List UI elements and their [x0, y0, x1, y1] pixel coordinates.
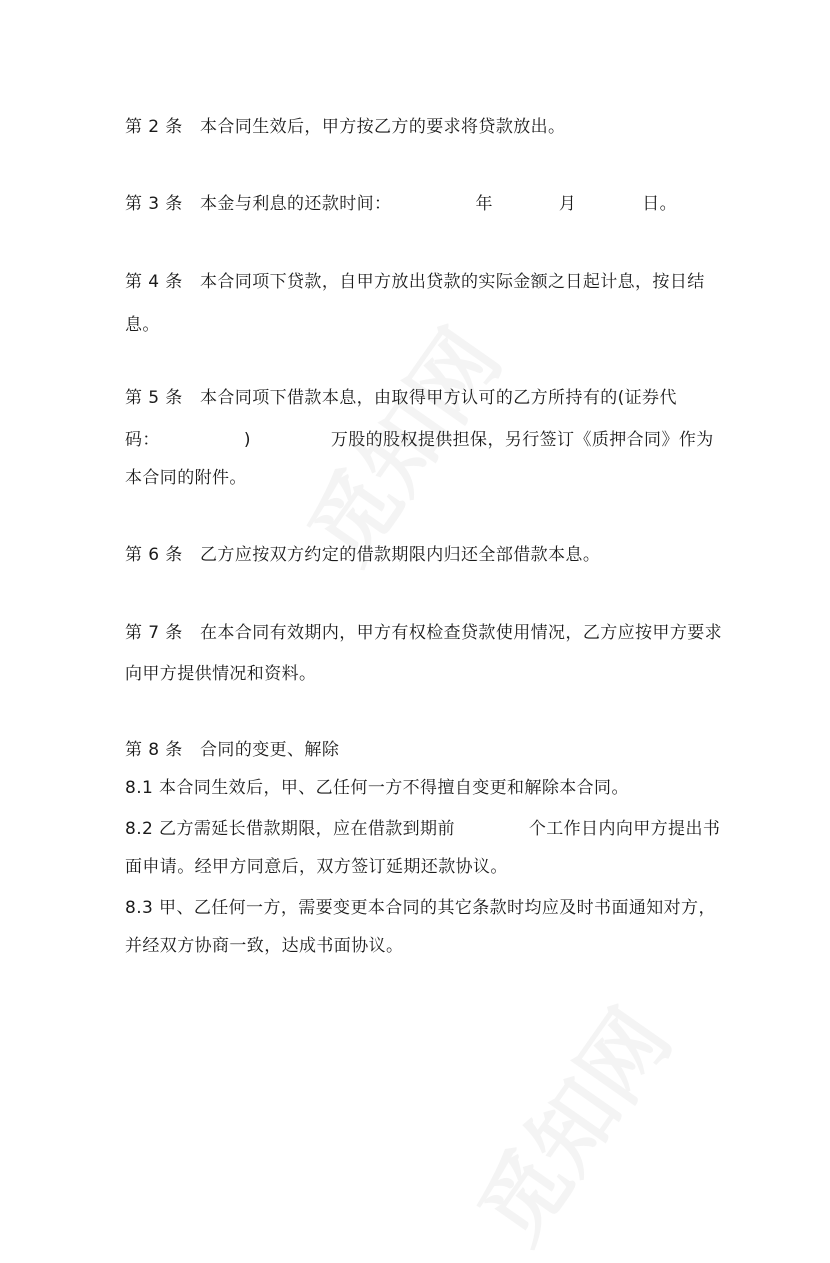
clause-8-2-line-1 [125, 817, 720, 841]
year-label: 年 [475, 194, 493, 214]
watermark [444, 981, 694, 1263]
clause-8-3-line-1: 8.3 甲、乙任何一方，需要变更本合同的其它条款时均应及时书面通知对方， [125, 898, 716, 918]
article-5-text: 万股的股权提供担保，另行签订《质押合同》作为 [330, 430, 714, 450]
clause-8-2-text-b: 个工作日内向甲方提出书 [528, 819, 721, 839]
article-3 [125, 192, 677, 216]
article-6: 第 6 条 乙方应按双方约定的借款期限内归还全部借款本息。 [125, 545, 601, 565]
clause-8-1: 8.1 本合同生效后，甲、乙任何一方不得擅自变更和解除本合同。 [125, 778, 629, 798]
article-8-title: 第 8 条 合同的变更、解除 [125, 740, 340, 760]
article-5-line-1: 第 5 条 本合同项下借款本息，由取得甲方认可的乙方所持有的(证券代 [125, 388, 677, 408]
clause-8-3-line-2: 并经双方协商一致，达成书面协议。 [125, 936, 404, 956]
article-3-text: 第 3 条 本金与利息的还款时间： [125, 194, 392, 214]
article-5-code-label: 码： [125, 430, 160, 450]
article-7-line-2: 向甲方提供情况和资料。 [125, 664, 317, 684]
article-5-line-3: 本合同的附件。 [125, 468, 247, 488]
article-4-line-1: 第 4 条 本合同项下贷款，自甲方放出贷款的实际金额之日起计息，按日结 [125, 272, 705, 292]
clause-8-2-text-a: 8.2 乙方需延长借款期限，应在借款到期前 [125, 819, 455, 839]
day-label: 日。 [642, 194, 678, 214]
month-label: 月 [558, 194, 577, 214]
article-4-line-2: 息。 [125, 315, 160, 335]
article-5-line-2 [125, 428, 714, 452]
article-2: 第 2 条 本合同生效后，甲方按乙方的要求将贷款放出。 [125, 117, 566, 137]
article-5-paren: ) [243, 430, 251, 450]
article-7-line-1: 第 7 条 在本合同有效期内，甲方有权检查贷款使用情况，乙方应按甲方要求 [125, 623, 723, 643]
clause-8-2-line-2: 面申请。经甲方同意后，双方签订延期还款协议。 [125, 857, 508, 877]
